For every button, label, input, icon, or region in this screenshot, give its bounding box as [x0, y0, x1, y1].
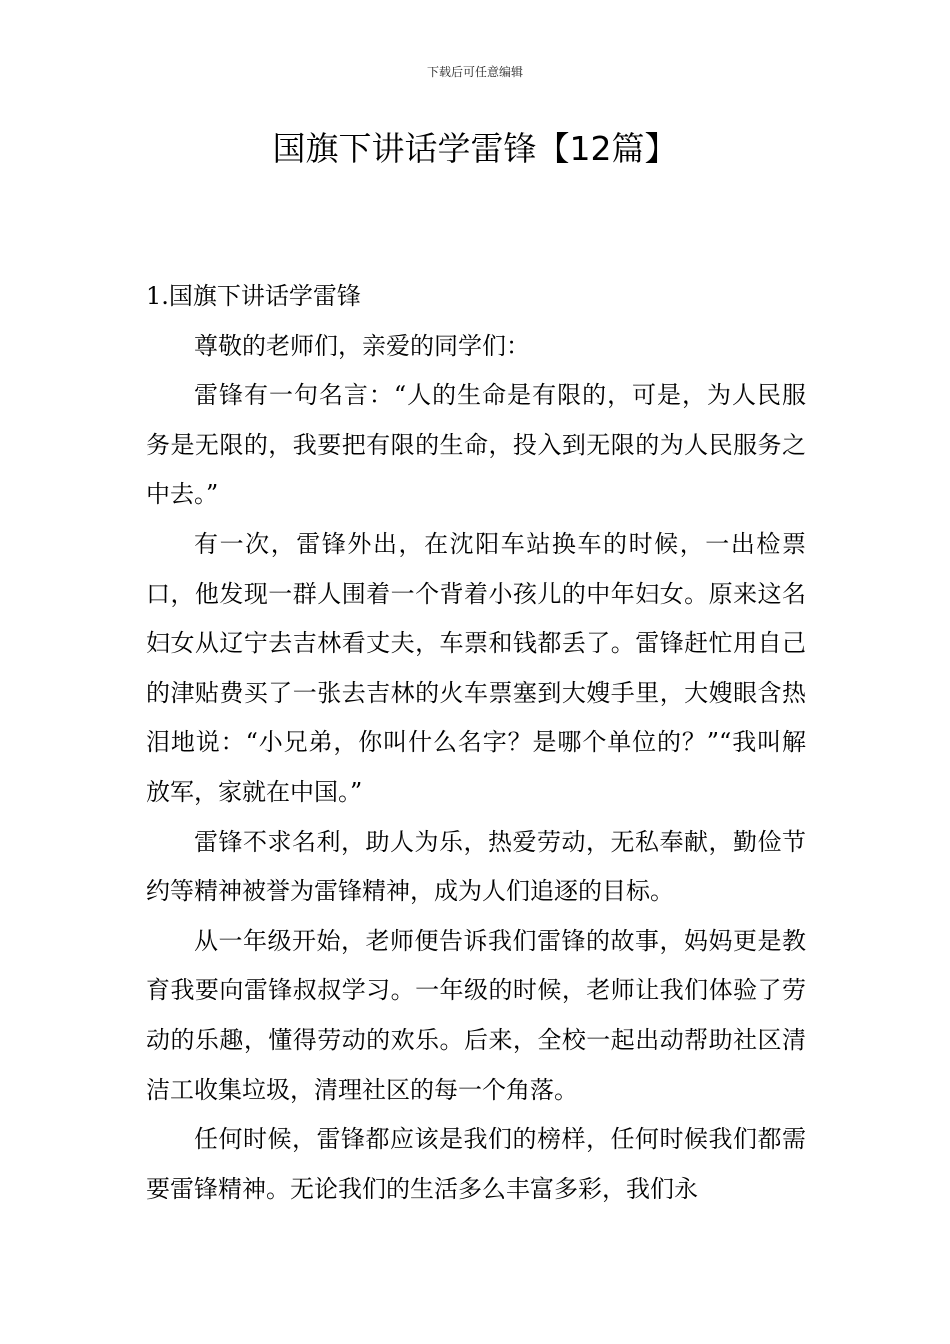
paragraph-conclusion: 任何时候，雷锋都应该是我们的榜样，任何时候我们都需要雷锋精神。无论我们的生活多么丰富多彩，我们永 — [146, 1125, 806, 1203]
document-body — [146, 272, 806, 1214]
header-note: 下载后可任意编辑 — [426, 65, 523, 79]
paragraph-spirit: 雷锋不求名利，助人为乐，热爱劳动，无私奉献，勤俭节约等精神被誉为雷锋精神，成为人们追逐的目标。 — [146, 827, 806, 906]
paragraph-quote: 雷锋有一句名言：“人的生命是有限的，可是，为人民服务是无限的，我要把有限的生命，投入到无限的为人民服务之中去。” — [146, 381, 806, 509]
paragraph-experience: 从一年级开始，老师便告诉我们雷锋的故事，妈妈更是教育我要向雷锋叔叔学习。一年级的时候，老师让我们体验了劳动的乐趣，懂得劳动的欢乐。后来，全校一起出动帮助社区清洁工收集垃圾，清理社区的每一个角落。 — [146, 926, 806, 1104]
document-title: 国旗下讲话学雷锋【12篇】 — [272, 129, 678, 168]
paragraph-story: 有一次，雷锋外出，在沈阳车站换车的时候，一出检票口，他发现一群人围着一个背着小孩儿的中年妇女。原来这名妇女从辽宁去吉林看丈夫，车票和钱都丢了。雷锋赶忙用自己的津贴费买了一张去吉林的火车票塞到大嫂手里，大嫂眼含热泪地说：“小兄弟，你叫什么名字？是哪个单位的？”“我叫解放军，家就在中国。” — [146, 529, 806, 806]
paragraph-greeting: 尊敬的老师们，亲爱的同学们： — [194, 331, 530, 360]
section-heading: 1.国旗下讲话学雷锋 — [146, 282, 361, 310]
